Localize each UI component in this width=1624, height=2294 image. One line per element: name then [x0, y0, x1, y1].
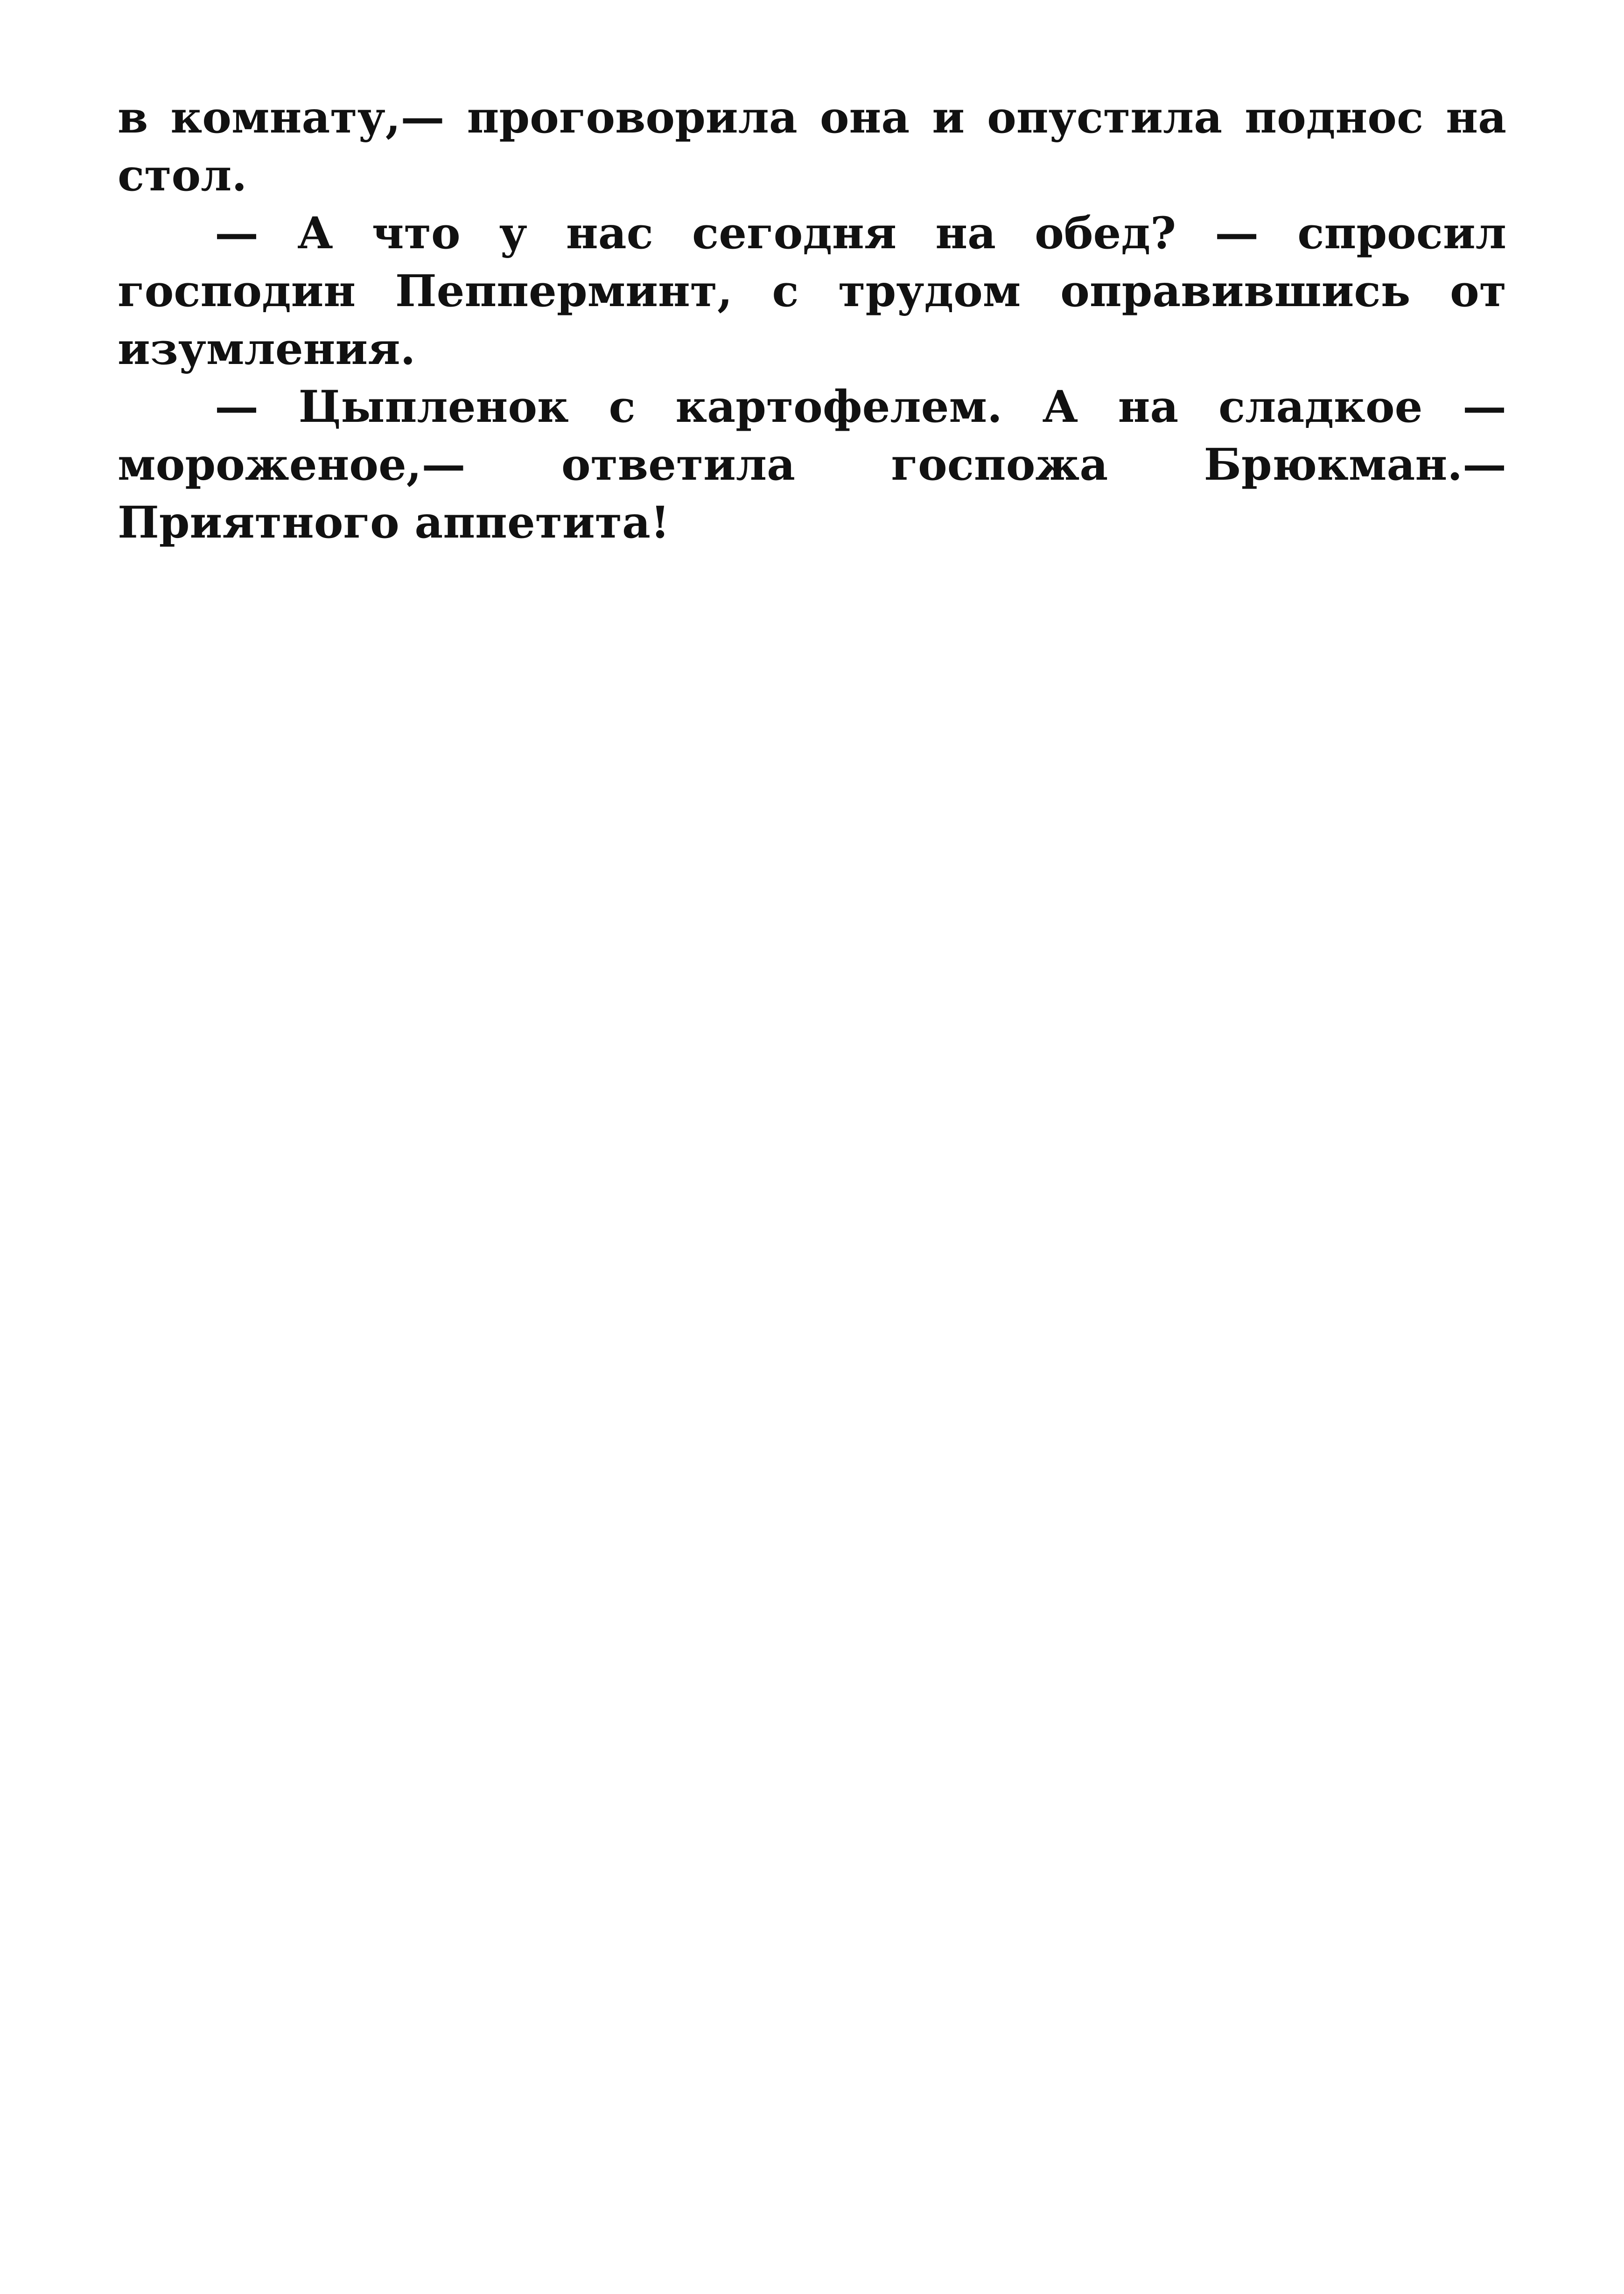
paragraph-dialogue-question: — А что у нас сегодня на обед? — спросил господин Пепперминт, с трудом оправившись от изумления.: [118, 208, 1506, 375]
paragraph-continuation: в комнату,— проговорила она и опустила поднос на стол.: [118, 92, 1506, 201]
page-text: [118, 89, 1506, 552]
paragraph-dialogue-answer: — Цыпленок с картофелем. А на сладкое — мороженое,— ответила госпожа Брюкман.— Приятного аппетита!: [118, 381, 1506, 548]
